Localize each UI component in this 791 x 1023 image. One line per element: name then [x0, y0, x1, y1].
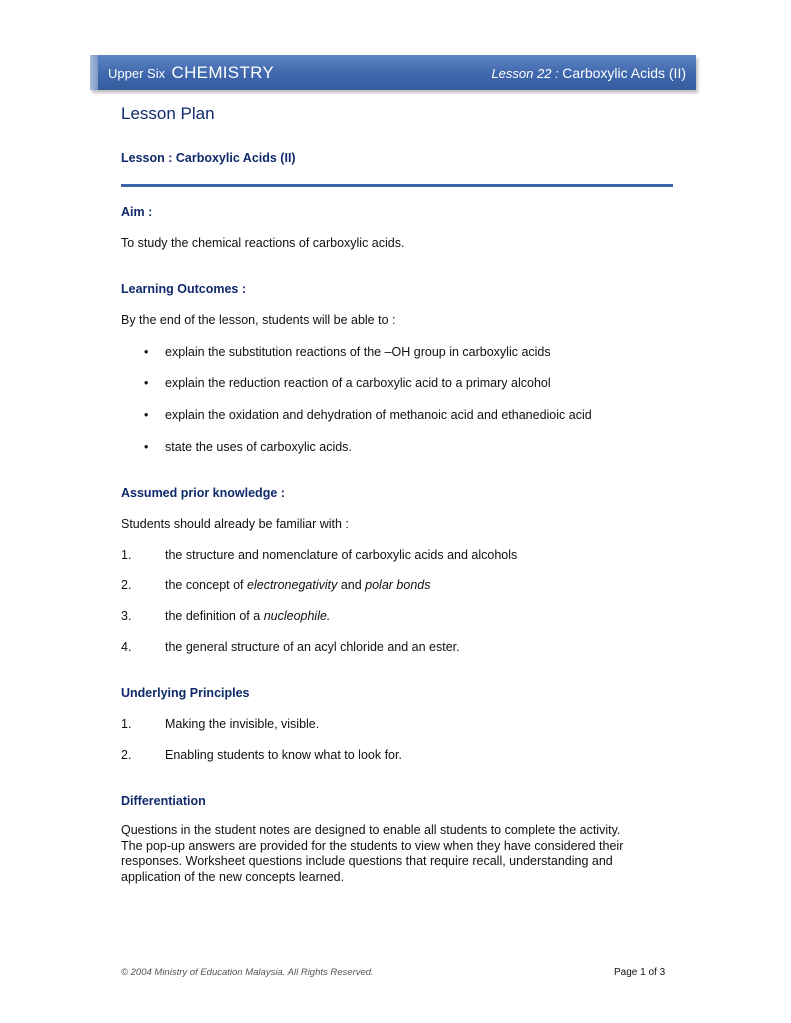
banner-lesson-title [491, 65, 686, 81]
page-title: Lesson Plan [121, 104, 215, 123]
bullet-icon: • [144, 376, 149, 390]
header-banner [90, 55, 696, 90]
list-item-text: the concept of [165, 578, 248, 592]
prior-knowledge-heading: Assumed prior knowledge : [121, 486, 285, 500]
learning-outcomes-intro: By the end of the lesson, students will be able to : [121, 313, 396, 327]
list-number: 2. [121, 748, 132, 762]
list-item-term: nucleophile. [263, 609, 331, 623]
list-item-term: electronegativity [247, 578, 338, 592]
list-number: 1. [121, 717, 132, 731]
list-item-text: the general structure of an acyl chloride and an ester. [165, 640, 460, 654]
banner-course-title [108, 63, 274, 83]
paragraph-line: responses. Worksheet questions include questions that require recall, understanding and [121, 854, 613, 869]
bullet-icon: • [144, 345, 149, 359]
banner-lesson-number: Lesson 22 : [491, 66, 559, 81]
footer-copyright: © 2004 Ministry of Education Malaysia. All Rights Reserved. [121, 967, 374, 978]
learning-outcomes-heading: Learning Outcomes : [121, 282, 247, 296]
list-item [165, 609, 330, 623]
list-item [165, 548, 517, 562]
list-item: explain the substitution reactions of the –OH group in carboxylic acids [165, 345, 551, 359]
list-number: 4. [121, 640, 132, 654]
prior-knowledge-intro: Students should already be familiar with : [121, 517, 349, 531]
list-item: explain the oxidation and dehydration of methanoic acid and ethanedioic acid [165, 408, 592, 422]
list-item-text: the structure and nomenclature of carboxylic acids and alcohols [165, 548, 518, 562]
banner-course-level: Upper Six [108, 66, 166, 81]
list-item-term: polar bonds [365, 578, 431, 592]
list-item: explain the reduction reaction of a carboxylic acid to a primary alcohol [165, 376, 551, 390]
paragraph-line: The pop-up answers are provided for the students to view when they have considered their [121, 838, 624, 853]
list-item-text: the definition of a [165, 609, 264, 623]
bullet-icon: • [144, 408, 149, 422]
aim-heading: Aim : [121, 205, 153, 219]
list-item: Making the invisible, visible. [165, 717, 320, 731]
list-number: 3. [121, 609, 132, 623]
paragraph-line: application of the new concepts learned. [121, 869, 345, 884]
list-item: state the uses of carboxylic acids. [165, 440, 352, 454]
aim-text: To study the chemical reactions of carboxylic acids. [121, 236, 405, 250]
list-item: Enabling students to know what to look for. [165, 748, 402, 762]
list-number: 1. [121, 548, 132, 562]
list-item [165, 640, 460, 654]
list-item-text: and [337, 578, 366, 592]
banner-tab-decoration [90, 55, 98, 90]
paragraph-line: Questions in the student notes are designed to enable all students to complete the activity. [121, 823, 621, 837]
section-divider [121, 184, 673, 187]
bullet-icon: • [144, 440, 149, 454]
differentiation-heading: Differentiation [121, 794, 206, 808]
differentiation-text [121, 823, 681, 885]
list-number: 2. [121, 578, 132, 592]
lesson-line: Lesson : Carboxylic Acids (II) [121, 151, 296, 165]
footer-page-number: Page 1 of 3 [614, 967, 666, 978]
list-item [165, 578, 430, 592]
banner-lesson-topic: Carboxylic Acids (II) [562, 65, 686, 81]
banner-course-subject: CHEMISTRY [171, 63, 275, 82]
principles-heading: Underlying Principles [121, 686, 250, 700]
